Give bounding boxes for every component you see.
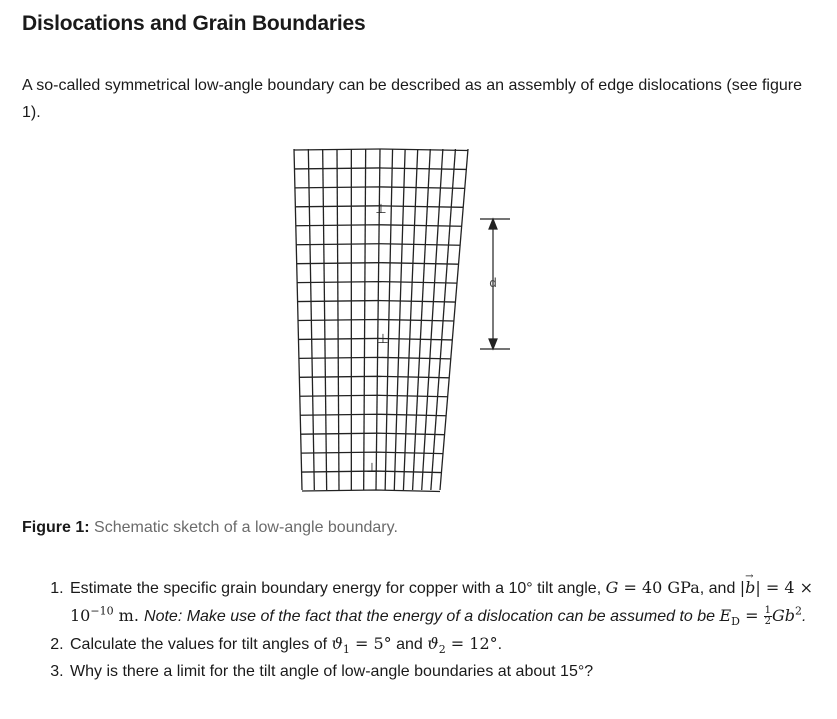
q2-end: . (497, 636, 503, 653)
lattice-row-line (298, 320, 454, 322)
lattice-column-line (431, 149, 456, 490)
caption-text: Schematic sketch of a low-angle boundary. (94, 519, 398, 536)
page-title: Dislocations and Grain Boundaries (22, 12, 366, 35)
lattice-row-line (296, 244, 460, 246)
low-angle-boundary-figure (280, 135, 540, 505)
q1-text-a: Estimate the specific grain boundary energy for copper with a 10° tilt angle, (70, 580, 606, 597)
lattice-column-line (422, 149, 443, 490)
lattice-row-line (294, 149, 468, 151)
q1-b-exponent: −10 (90, 604, 114, 618)
q2-sub1: 1 (342, 643, 350, 657)
q2-theta2: ϑ (427, 634, 439, 653)
lattice-sketch (280, 135, 540, 505)
lattice-row-line (297, 263, 459, 265)
lattice-row-line (297, 282, 457, 284)
lattice-column-line (294, 149, 302, 490)
q1-text-b: , and (699, 580, 740, 597)
q1-G: G (605, 578, 619, 597)
caption-label: Figure 1: (22, 519, 90, 536)
lattice-row-line (301, 452, 443, 454)
question-3: 3. Why is there a limit for the tilt angle of low-angle boundaries at about 15°? (68, 658, 837, 685)
q1-abs-close: | (755, 578, 761, 597)
q1-note: Note: Make use of the fact that the energy of a dislocation can be assumed to be (144, 608, 720, 625)
dislocation-symbol-bottom: ⊥ (366, 461, 378, 476)
spacing-label: d (489, 276, 497, 290)
q2-val2: = 12° (445, 634, 498, 653)
question-list (42, 574, 837, 685)
lattice-column-line (308, 149, 314, 490)
lattice-row-line (299, 357, 451, 359)
question-2 (68, 630, 837, 658)
dislocation-symbol-top: ⊥ (375, 202, 387, 217)
q2-text-a: Calculate the values for tilt angles of (70, 636, 332, 653)
q1-E-sub: D (731, 615, 740, 629)
lattice-row-line (299, 376, 449, 378)
question-1 (68, 574, 837, 630)
q1-b-value: = 4 × 10 (70, 578, 814, 625)
q1-frac-den: 2 (764, 616, 771, 628)
lattice-row-line (300, 395, 448, 397)
q1-E: E (719, 606, 732, 625)
lattice-row-line (302, 490, 440, 492)
q1-unit: m. (113, 606, 145, 625)
lattice-row-line (294, 168, 466, 170)
q2-val1: = 5° (349, 634, 392, 653)
lattice-row-line (300, 414, 446, 416)
q1-frac-num: 1 (764, 605, 771, 617)
q1-burgers-vector: → b (745, 574, 755, 601)
q1-fraction (764, 606, 772, 627)
lattice-row-line (298, 338, 452, 340)
figure-caption (22, 519, 398, 537)
q1-Gb-exp: 2 (794, 604, 802, 618)
lattice-row-line (298, 301, 456, 303)
q1-equals: = (740, 606, 764, 625)
q2-theta1: ϑ (331, 634, 343, 653)
q1-abs-open: | (739, 578, 746, 597)
intro-paragraph: A so-called symmetrical low-angle boundary can be described as an assembly of edge dislocations (see figure 1). (22, 77, 802, 121)
q1-Gb: Gb (771, 606, 795, 625)
q1-G-value: = 40 GPa (618, 578, 700, 597)
dislocation-symbol-middle: ⊥ (377, 332, 389, 347)
q2-sub2: 2 (438, 643, 446, 657)
lattice-row-line (301, 433, 445, 435)
q1-end: . (801, 608, 807, 625)
lattice-column-line (440, 149, 468, 490)
q2-and: and (391, 636, 428, 653)
